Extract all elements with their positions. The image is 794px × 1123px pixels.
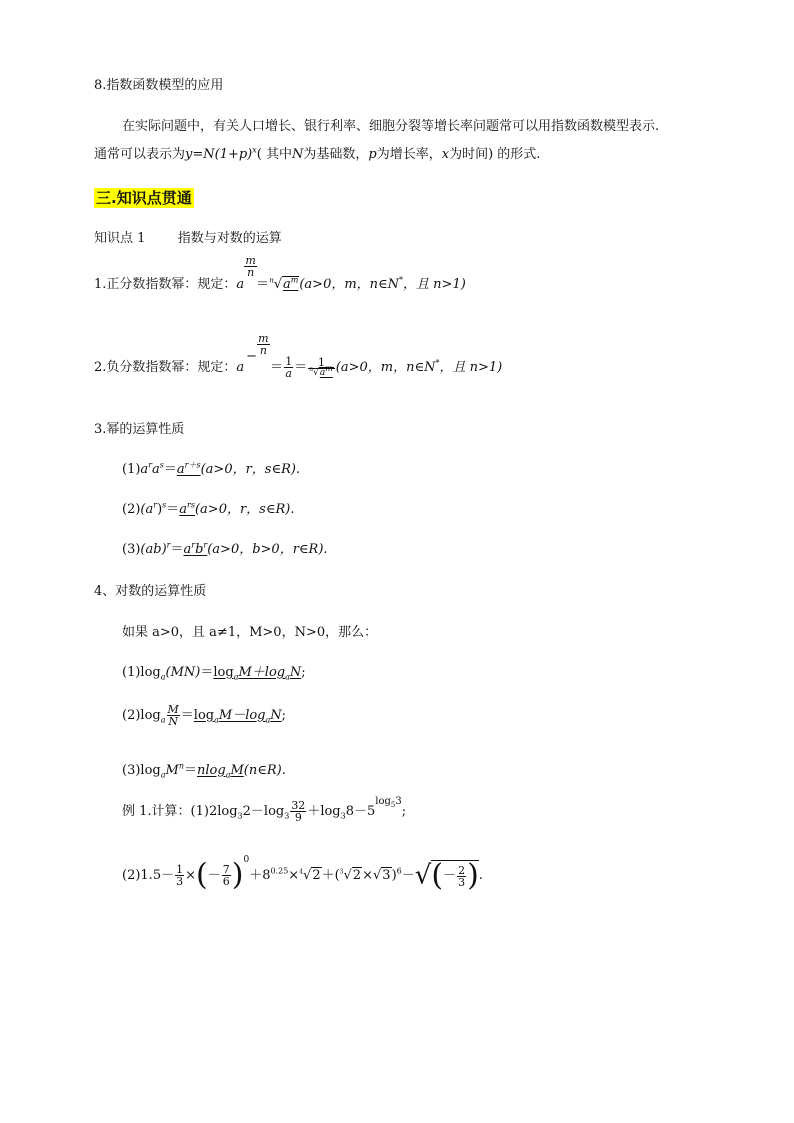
section-8-paragraph-line2 — [94, 143, 540, 162]
item-label: 2.负分数指数幂：规定： — [94, 360, 237, 375]
star: * — [435, 358, 440, 368]
neg-exponent: − $\frac{m}{n}$ — [246, 332, 269, 364]
example-label: 例 1.计算： — [122, 804, 191, 819]
knowledge-point-1 — [94, 227, 282, 246]
exp-denominator: n — [244, 266, 256, 278]
root-index: n — [269, 276, 274, 285]
condition: (a>0，m，n∈N — [299, 277, 400, 292]
exp-numerator: m — [245, 254, 256, 267]
text: 为基础数， — [303, 147, 369, 162]
item-4-title: 4、对数的运算性质 — [94, 584, 207, 599]
highlighted-heading: 三.知识点贯通 — [96, 189, 192, 207]
kp-title: 指数与对数的运算 — [177, 231, 282, 246]
power-base: a $\frac{m}{n}$ — [236, 254, 256, 292]
equals: ＝ — [270, 360, 284, 375]
radicand: $a^m$ — [283, 275, 299, 292]
text: 为时间) 的形式. — [449, 147, 541, 162]
item-3-title: 3.幂的运算性质 — [94, 422, 185, 437]
item-label: 1.正分数指数幂：规定： — [94, 277, 237, 292]
item-4-condition: 如果 a>0，且 a≠1，M>0，N>0，那么： — [122, 625, 378, 640]
power-base: a — [236, 360, 245, 375]
item-3-rule-3: $(3)(ab)^r=a^rb^r(a>0$，b>0，r∈R). — [122, 540, 328, 557]
item-1-positive-fractional-power: 1.正分数指数幂：规定：a $\frac{m}{n}$ $=^n√a^m(a>0$，m，n∈N*，且 n>1) — [94, 254, 466, 292]
equals: ＝ — [256, 277, 270, 292]
section-8-paragraph-line1: 在实际问题中，有关人口增长、银行利率、细胞分裂等增长率问题常可以用指数函数模型表示. — [122, 119, 660, 134]
item-4-rule-1: $(1)\log_a(MN)=\log_aM+\log_aN$; — [122, 665, 306, 682]
var-p: p — [368, 147, 377, 162]
example-1-part-2: (2)1.5－ $\frac{1}{3}$ ×(－ $\frac{7}{6}$ )$^0+8^{0.25}\times^4√2+(^3√2\times√3)^6-√(-$ $\frac{2}{3}$ ). — [122, 854, 483, 893]
var-x: x — [441, 147, 450, 162]
item-4-rule-3: $(3)\log_aM^n=nlog_aM(n\in R)$. — [122, 761, 286, 780]
item-4-rule-2: $(2)\log_a$ $\frac{M}{N}$ $=\log_aM-\log_aN$; — [122, 703, 287, 728]
condition: (a>0，m，n∈N — [335, 360, 436, 375]
text: 通常可以表示为 — [94, 147, 186, 162]
section-3-heading — [94, 187, 194, 208]
text: 为增长率， — [376, 147, 442, 162]
condition-end: ，且 n>1) — [439, 360, 503, 375]
section-8-title: 8.指数函数模型的应用 — [94, 78, 224, 93]
item-3-rule-2: $(2)(a^r)^s=a^{rs}(a>0$，r，s∈R). — [122, 500, 295, 517]
formula-exponent: x — [252, 145, 257, 155]
condition-end: ，且 n>1) — [403, 277, 466, 292]
growth-formula: y=N(1+p) — [185, 147, 253, 162]
star: * — [399, 275, 404, 285]
item-3-rule-1: $(1)a^ra^s=a^{r+s}(a>0$，r，s∈R). — [122, 460, 301, 477]
equals: ＝ — [294, 360, 308, 375]
text: ( 其中 — [256, 147, 292, 162]
fraction-1-over-root: $\frac{1}{^n√a^m}$ — [309, 356, 333, 378]
item-2-negative-fractional-power — [94, 332, 503, 380]
example-1-part-1: 例 1.计算：$(1)2\log_32-\log_3$ $\frac{32}{9}$ $+\log_38-5^{log_53}$; — [122, 795, 407, 824]
kp-label: 知识点 1 — [94, 231, 146, 246]
fraction-1-over-a: $\frac{1}{a}$ — [285, 355, 293, 380]
var-N: N — [292, 147, 304, 162]
